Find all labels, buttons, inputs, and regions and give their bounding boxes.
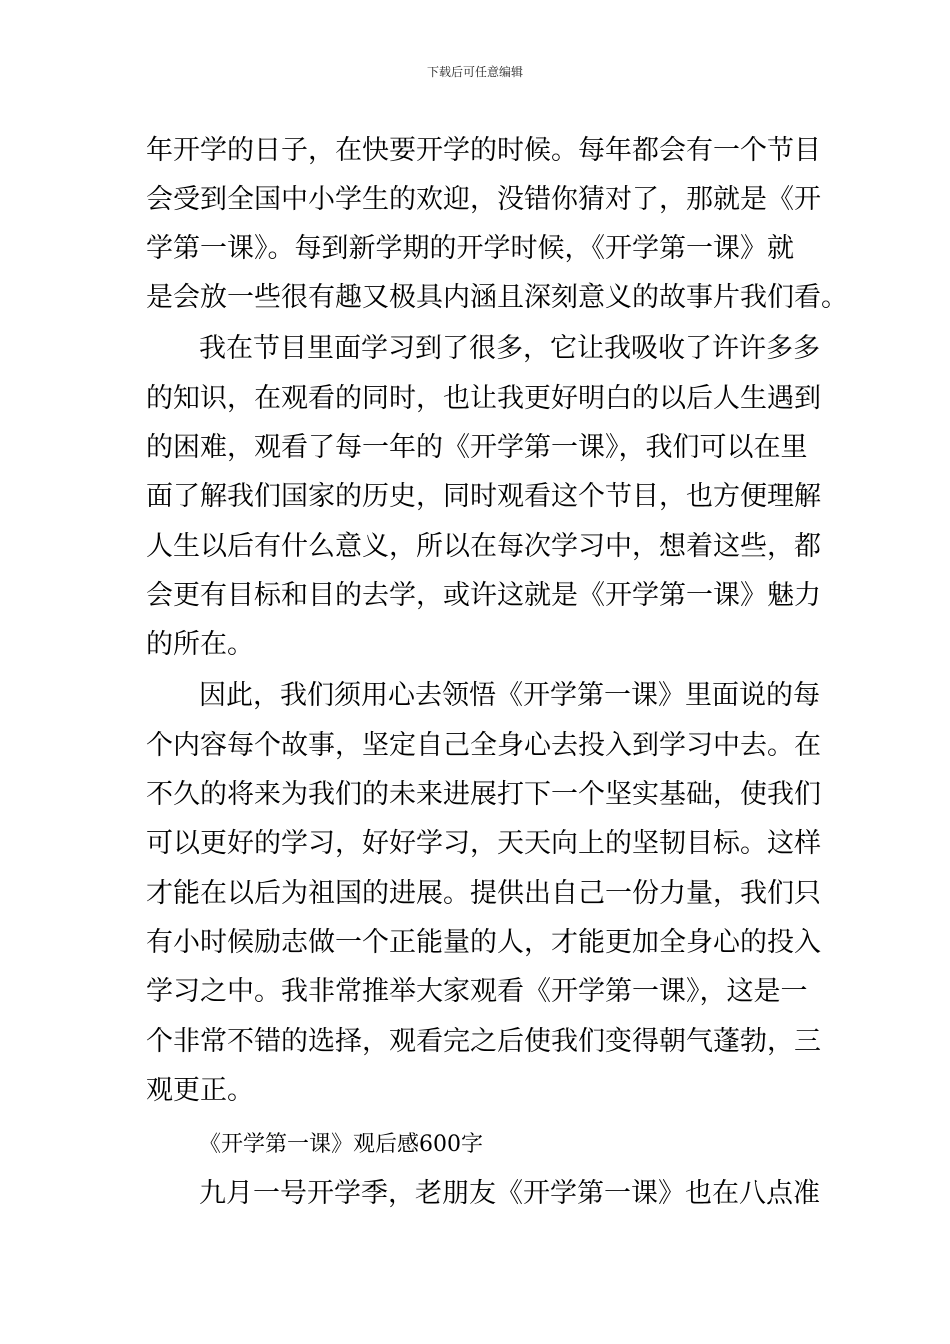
text-line: 可以更好的学习，好好学习，天天向上的坚韧目标。这样 <box>146 828 821 859</box>
text-line: 面了解我们国家的历史，同时观看这个节目，也方便理解 <box>146 481 821 512</box>
text-line: 个非常不错的选择，观看完之后使我们变得朝气蓬勃，三 <box>146 1026 821 1057</box>
text-line: 不久的将来为我们的未来进展打下一个坚实基础，使我们 <box>146 779 821 810</box>
text-line: 的困难，观看了每一年的《开学第一课》，我们可以在里 <box>146 432 808 463</box>
text-line: 因此，我们须用心去领悟《开学第一课》里面说的每 <box>199 680 820 711</box>
text-line: 是会放一些很有趣又极具内涵且深刻意义的故事片我们看。 <box>146 282 848 313</box>
text-line: 学第一课》。每到新学期的开学时候，《开学第一课》就 <box>146 233 794 264</box>
text-line: 的知识，在观看的同时，也让我更好明白的以后人生遇到 <box>146 383 821 414</box>
text-line: 会受到全国中小学生的欢迎，没错你猜对了，那就是《开 <box>146 184 821 215</box>
text-line: 观更正。 <box>146 1075 254 1106</box>
text-line: 人生以后有什么意义，所以在每次学习中，想着这些，都 <box>146 531 821 562</box>
page-header: 下载后可任意编辑 <box>426 65 523 79</box>
section-title: 《开学第一课》观后感600字 <box>199 1132 483 1157</box>
text-line: 会更有目标和目的去学，或许这就是《开学第一课》魅力 <box>146 580 821 611</box>
text-line: 才能在以后为祖国的进展。提供出自己一份力量，我们只 <box>146 878 821 909</box>
text-line: 我在节目里面学习到了很多，它让我吸收了许许多多 <box>199 333 820 364</box>
text-line: 年开学的日子，在快要开学的时候。每年都会有一个节目 <box>146 135 821 166</box>
text-line: 九月一号开学季，老朋友《开学第一课》也在八点准 <box>199 1178 820 1209</box>
text-line: 个内容每个故事，坚定自己全身心去投入到学习中去。在 <box>146 730 821 761</box>
text-line: 有小时候励志做一个正能量的人，才能更加全身心的投入 <box>146 927 821 958</box>
text-line: 学习之中。我非常推举大家观看《开学第一课》，这是一 <box>146 976 808 1007</box>
text-line: 的所在。 <box>146 629 254 660</box>
